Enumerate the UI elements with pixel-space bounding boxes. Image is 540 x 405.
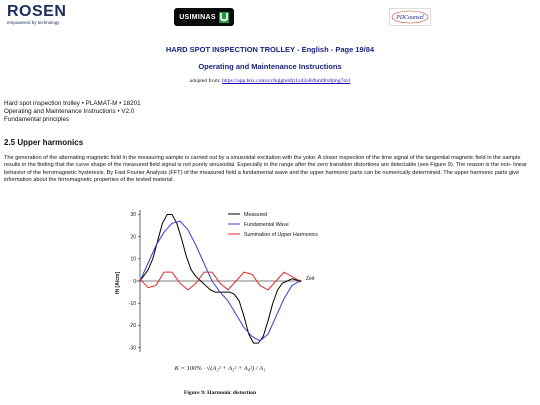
adapted-link[interactable]: https://app.box.com/s/c6qlgtuhfjt1yd2o8rfum9lx8jmg7m3 (222, 78, 351, 84)
y-tick-label: 10 (130, 256, 136, 263)
document-meta (4, 100, 141, 123)
legend-label-0: Measured (244, 211, 268, 218)
meta-line-product: Hard spot inspection trolley • PLAMAT-M • 18201 (4, 100, 141, 107)
adapted-from (0, 78, 540, 84)
section-heading: 2.5 Upper harmonics (4, 138, 84, 147)
section-paragraph: The generation of the alternating magnetic field in the measuring sample is carried out by a sinusoidal excitation with the yoke. A closer inspection of the time signal of the tangential magnetic field in the sample results in the finding that the curve shape of the measured field signal is not purely sinusoidal. Especially in the range after the zero transition distortions are detectable (see Figure 9). The reason is the non- linear behavior of the ferromagnetic hysteresis. By Fast Fourier Analysis (FFT) of the measured field a fundamental wave and the upper harmonic parts can be numerically determined. The upper harmonic parts give information about the ferromagnetic properties of the tested material. (4, 155, 527, 184)
legend-label-2: Summation of Upper Harmonics (244, 231, 318, 238)
usiminas-logo-text: USIMINAS (179, 13, 216, 21)
figure-caption: Figure 9: Harmonic distortion (183, 390, 257, 396)
x-axis-label: Zeit (306, 276, 315, 282)
meta-line-manual: Operating and Maintenance Instructions • V2.0 (4, 107, 135, 115)
y-tick-label: 20 (130, 234, 136, 241)
document-title: HARD SPOT INSPECTION TROLLEY - English - Page 19/84 (165, 45, 375, 54)
y-tick-label: 0 (133, 278, 136, 285)
meta-line-chapter: Fundamental principles (4, 115, 70, 123)
y-tick-label: -30 (128, 345, 136, 352)
rosen-logo (7, 4, 77, 25)
distortion-formula: K = 100% · √(A₂² + A₃² + A₄²) / A₁ (174, 365, 266, 372)
document-subtitle: Operating and Maintenance Instructions (198, 62, 342, 71)
usiminas-u-icon (219, 12, 229, 23)
y-tick-label: -10 (128, 300, 136, 307)
adapted-prefix: adopted from: (189, 78, 223, 84)
harmonic-distortion-figure (110, 202, 330, 374)
rosen-logo-text: ROSEN (7, 3, 67, 20)
y-tick-label: -20 (128, 323, 136, 330)
legend-label-1: Fundamental Wave (244, 221, 289, 228)
pdcounsel-logo-text: PDCounsel (396, 15, 424, 21)
y-axis-label: Ht [A/cm] (115, 271, 121, 295)
y-tick-label: 30 (130, 212, 136, 219)
usiminas-logo (174, 8, 234, 26)
pdcounsel-logo (389, 8, 431, 26)
rosen-tagline: empowered by technology (7, 20, 60, 25)
